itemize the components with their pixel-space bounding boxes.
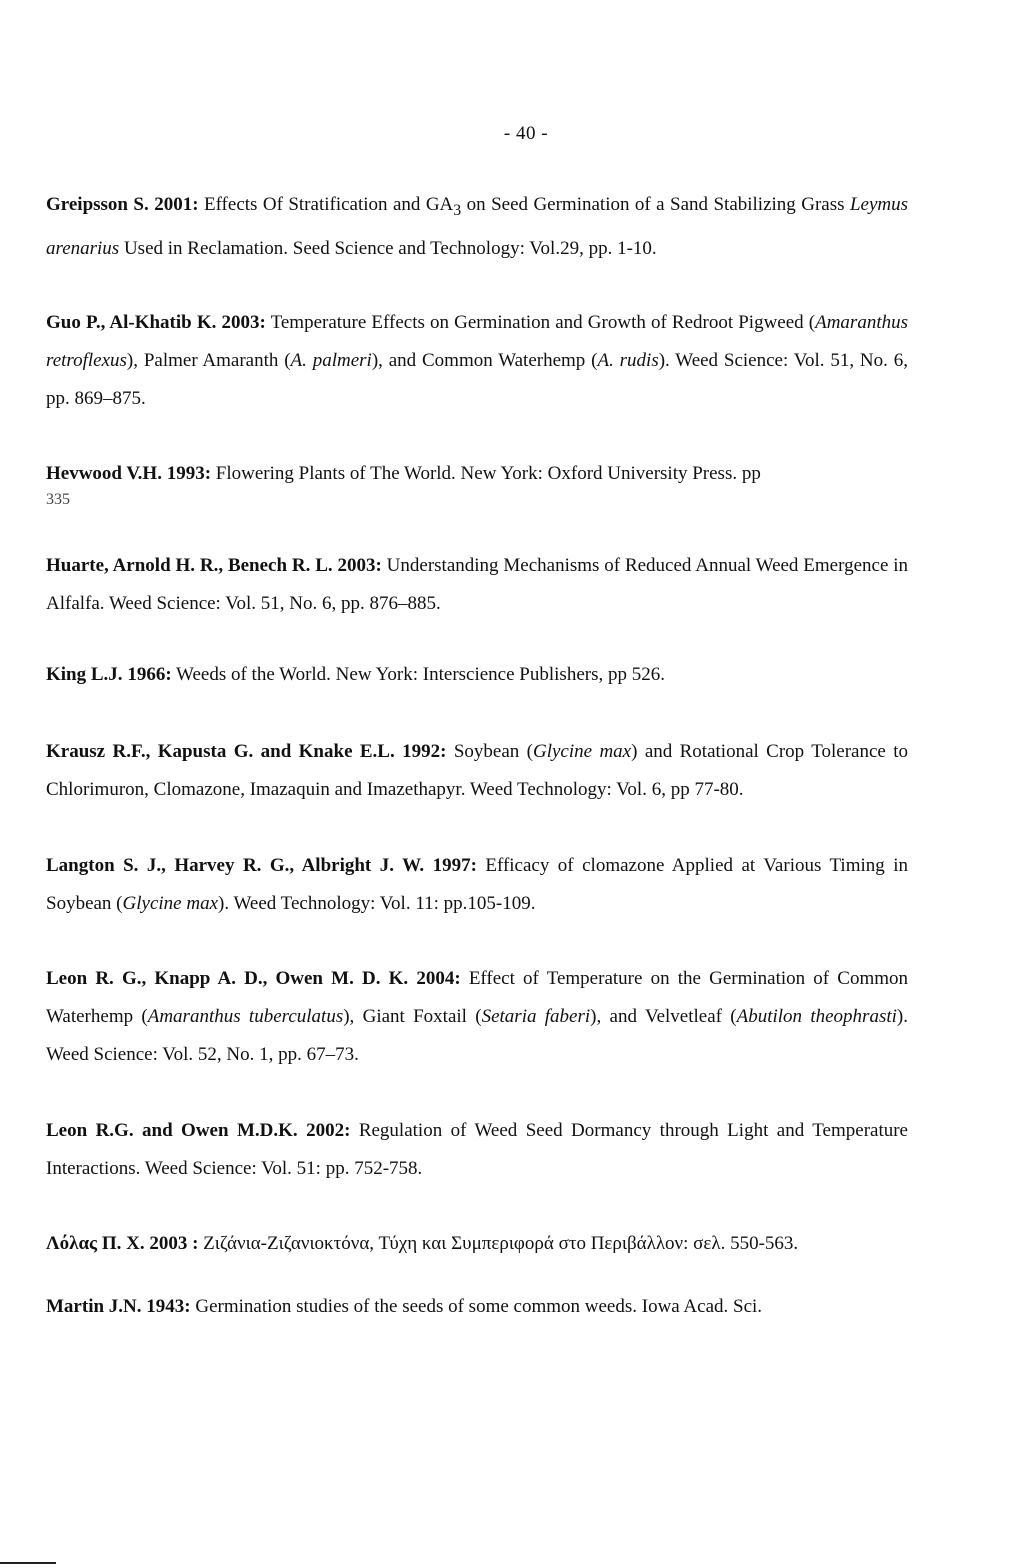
reference-authors: Greipsson S.	[46, 194, 149, 215]
reference-authors: Guo P., Al-Khatib K.	[46, 311, 217, 333]
reference-year: 2003:	[337, 554, 382, 576]
reference-entry	[46, 1225, 908, 1263]
reference-italic-text: Glycine max	[532, 740, 632, 762]
reference-text: Ζιζάνια-Ζιζανιοκτόνα, Τύχη και Συμπεριφορά στο Περιβάλλον: σελ. 550-563.	[198, 1232, 799, 1254]
reference-year: 1966:	[127, 663, 172, 685]
reference-entry	[46, 1288, 908, 1326]
reference-italic-text: Abutilon theophrasti	[736, 1005, 897, 1027]
reference-year: 1943:	[146, 1295, 191, 1317]
reference-text: ), Giant Foxtail (	[343, 1005, 482, 1027]
reference-text: 3	[453, 201, 462, 219]
reference-entry	[46, 547, 908, 623]
reference-text: Effect of Temperature on the Germination of Common Waterhemp (	[46, 967, 909, 1027]
reference-year: 2001:	[154, 194, 199, 215]
reference-year: 1997:	[432, 854, 477, 876]
reference-entry	[46, 186, 908, 268]
reference-text: Used in Reclamation. Seed Science and Technology: Vol.29, pp. 1-10.	[119, 237, 657, 259]
reference-text: Flowering Plants of The World. New York: Oxford University Press. pp	[211, 462, 761, 484]
reference-entry	[46, 960, 908, 1074]
reference-text: Efficacy of clomazone Applied at Various Timing in Soybean (	[46, 854, 908, 914]
reference-authors: Langton S. J., Harvey R. G., Albright J. W.	[46, 854, 425, 876]
reference-text: ). Weed Science: Vol. 52, No. 1, pp. 67–73.	[46, 1005, 908, 1065]
reference-authors: Martin J.N.	[46, 1295, 142, 1317]
reference-italic-text: A. rudis	[597, 349, 659, 371]
reference-entry	[46, 656, 908, 694]
reference-authors: Hevwood V.H.	[46, 462, 162, 484]
reference-entry	[46, 1112, 908, 1188]
reference-italic-text: Amaranthus tuberculatus	[147, 1005, 344, 1027]
reference-text: ), and Common Waterhemp (	[371, 349, 598, 371]
reference-italic-text: A. palmeri	[290, 349, 372, 371]
reference-cut-off-text: 335	[46, 490, 70, 508]
scan-artifact-line	[0, 1562, 56, 1564]
reference-text: ). Weed Science: Vol. 51, No. 6, pp. 869–875.	[46, 349, 908, 409]
reference-entry	[46, 304, 908, 418]
reference-year: 2002:	[306, 1119, 351, 1141]
reference-italic-text: Setaria faberi	[481, 1005, 591, 1027]
reference-authors: King L.J.	[46, 663, 123, 685]
reference-italic-text: Amaranthus retroflexus	[46, 311, 908, 371]
reference-entry	[46, 455, 908, 507]
reference-year: 2004:	[416, 967, 461, 989]
reference-year: 1993:	[166, 462, 212, 484]
reference-authors: Λόλας Π. Χ.	[46, 1232, 145, 1254]
reference-text: ), and Velvetleaf (	[590, 1005, 737, 1027]
reference-year: 1992:	[402, 740, 447, 762]
page-number	[0, 123, 1024, 145]
reference-italic-text: Glycine max	[122, 892, 218, 914]
reference-authors: Krausz R.F., Kapusta G. and Knake E.L.	[46, 740, 395, 762]
reference-year: 2003:	[221, 311, 266, 333]
reference-text: Temperature Effects on Germination and Growth of Redroot Pigweed (	[265, 311, 816, 333]
reference-authors: Huarte, Arnold H. R., Benech R. L.	[46, 554, 333, 576]
reference-year: 2003 :	[149, 1232, 199, 1254]
reference-text: ), Palmer Amaranth (	[126, 349, 291, 371]
reference-entry	[46, 847, 908, 923]
reference-list	[46, 186, 908, 1326]
page-number-text: - 40 -	[503, 123, 549, 144]
reference-text: Regulation of Weed Seed Dormancy through Light and Temperature Interactions. Weed Science: Vol. 51: pp. 752-758.	[46, 1119, 908, 1179]
reference-entry	[46, 733, 908, 809]
reference-italic-text: Leymus arenarius	[46, 194, 908, 259]
reference-authors: Leon R.G. and Owen M.D.K.	[46, 1119, 298, 1141]
reference-text: Soybean (	[446, 740, 533, 762]
reference-text: ) and Rotational Crop Tolerance to Chlorimuron, Clomazone, Imazaquin and Imazethapyr. Weed Technology: Vol. 6, pp 77-80.	[46, 740, 908, 800]
reference-text: ). Weed Technology: Vol. 11: pp.105-109.	[218, 892, 536, 914]
reference-text: Germination studies of the seeds of some common weeds. Iowa Acad. Sci.	[190, 1295, 763, 1317]
reference-text: Weeds of the World. New York: Interscience Publishers, pp 526.	[171, 663, 665, 685]
reference-text: on Seed Germination of a Sand Stabilizing Grass	[461, 194, 850, 215]
reference-text: Effects Of Stratification and GA	[198, 194, 454, 215]
reference-authors: Leon R. G., Knapp A. D., Owen M. D. K.	[46, 967, 409, 989]
reference-text: Understanding Mechanisms of Reduced Annual Weed Emergence in Alfalfa. Weed Science: Vol. 51, No. 6, pp. 876–885.	[46, 554, 909, 614]
